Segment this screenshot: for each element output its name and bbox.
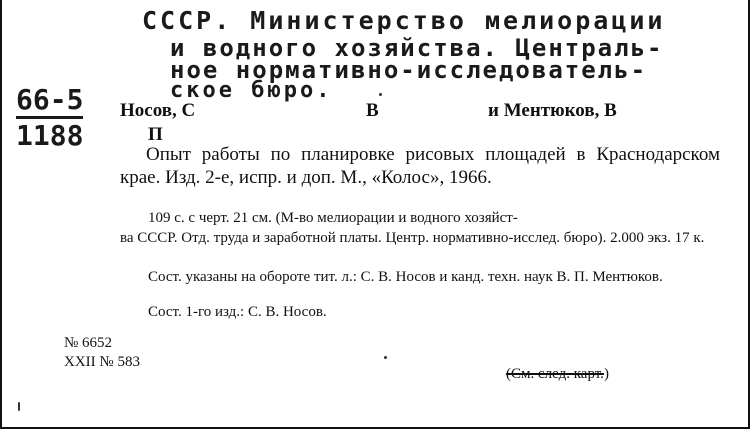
author-1-initial-p: П: [148, 124, 163, 145]
physical-description: 109 с. с черт. 21 см. (М-во мелиорации и водного хозяйст-: [148, 210, 518, 226]
title-text: Опыт работы по планировке рисовых площадей в Краснодарском крае. Изд. 2-е, испр. и доп. М., «Колос», 1966.: [120, 144, 720, 188]
handwritten-heading-line-2: и водного хозяйства. Централь-: [170, 34, 664, 62]
title-statement: [120, 143, 720, 189]
compilers-note: Сост. указаны на обороте тит. л.: С. В. Носов и канд. техн. наук В. П. Ментюков.: [148, 269, 663, 285]
see-next-card: [506, 366, 609, 383]
first-edition-note: Сост. 1-го изд.: С. В. Носов.: [148, 304, 327, 320]
handwritten-heading-line-4: ское бюро.: [170, 78, 333, 103]
speck-mark: [384, 356, 387, 359]
speck-mark: [18, 402, 20, 411]
author-1-surname: Носов, С: [120, 100, 196, 121]
see-next-close: ): [603, 366, 609, 382]
shelfmark: [16, 83, 84, 152]
see-next-struck-text: (См. след. карт.: [506, 366, 604, 382]
shelfmark-top: 66-5: [16, 86, 83, 119]
handwritten-heading-line-3: ное нормативно-исследователь-: [170, 56, 648, 84]
collection-number: № 6652: [64, 335, 113, 351]
author-1-initial-b: В: [366, 100, 379, 121]
shelfmark-bottom: 1188: [16, 119, 84, 152]
collection-volume: XXII № 583: [64, 354, 140, 370]
series-note: ва СССР. Отд. труда и заработной платы. Центр. нормативно-исслед. бюро). 2.000 экз. 17 к.: [120, 230, 705, 246]
author-2: и Ментюков, В: [488, 100, 617, 121]
handwritten-heading-line-1: СССР. Министерство мелиорации: [142, 6, 666, 35]
speck-mark: [379, 93, 382, 96]
